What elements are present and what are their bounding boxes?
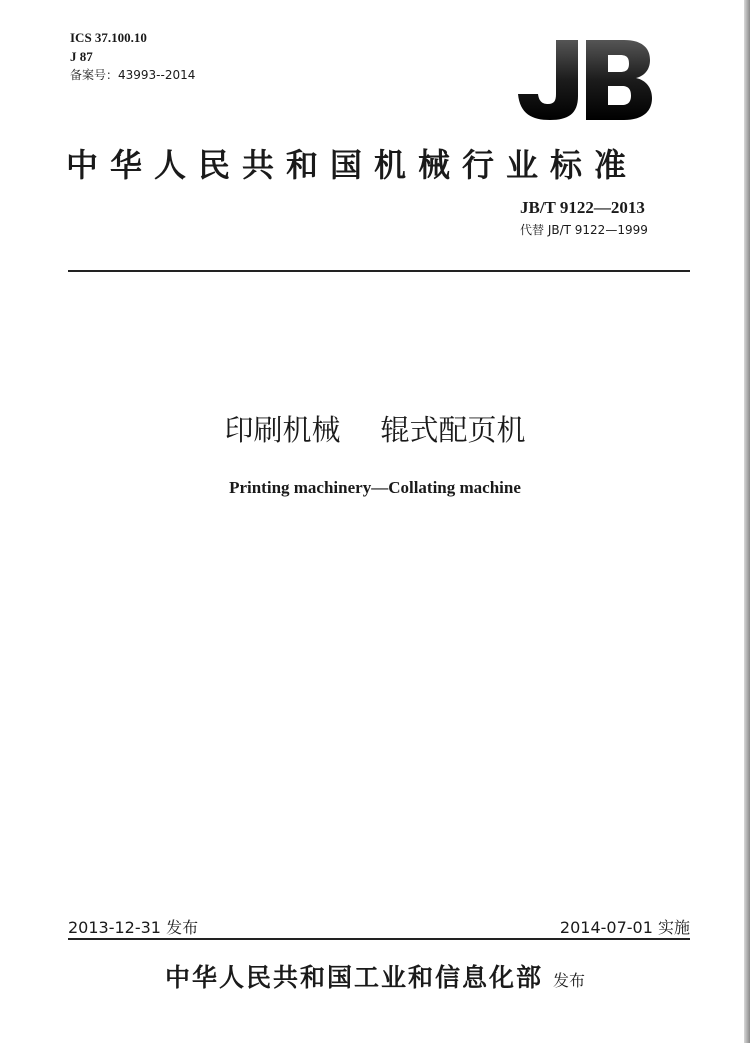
bottom-divider <box>68 938 690 940</box>
publisher-line <box>0 958 750 994</box>
classification-code: J 87 <box>70 49 93 64</box>
implementation-date: 2014-07-01 实施 <box>559 918 690 937</box>
replaces-standard: 代替 JB/T 9122—1999 <box>520 223 648 237</box>
header-meta <box>70 28 195 85</box>
document-title-cn-part1: 印刷机械 <box>224 413 341 447</box>
jb-logo <box>512 38 654 122</box>
document-title-en: Printing machinery—Collating machine <box>229 478 521 497</box>
standard-number: JB/T 9122—2013 <box>520 198 645 217</box>
publish-label: 发布 <box>553 971 586 990</box>
document-title-cn-part2: 辊式配页机 <box>380 413 526 447</box>
ics-code: ICS 37.100.10 <box>70 30 147 45</box>
industry-standard-title: 中华人民共和国机械行业标准 <box>66 146 639 184</box>
page-edge-shadow <box>744 0 750 1043</box>
top-divider <box>68 270 690 272</box>
issue-date: 2013-12-31 发布 <box>68 918 199 937</box>
document-title-cn <box>0 408 750 449</box>
filing-number: 备案号：43993--2014 <box>70 68 196 82</box>
publisher-name: 中华人民共和国工业和信息化部 <box>164 963 543 992</box>
